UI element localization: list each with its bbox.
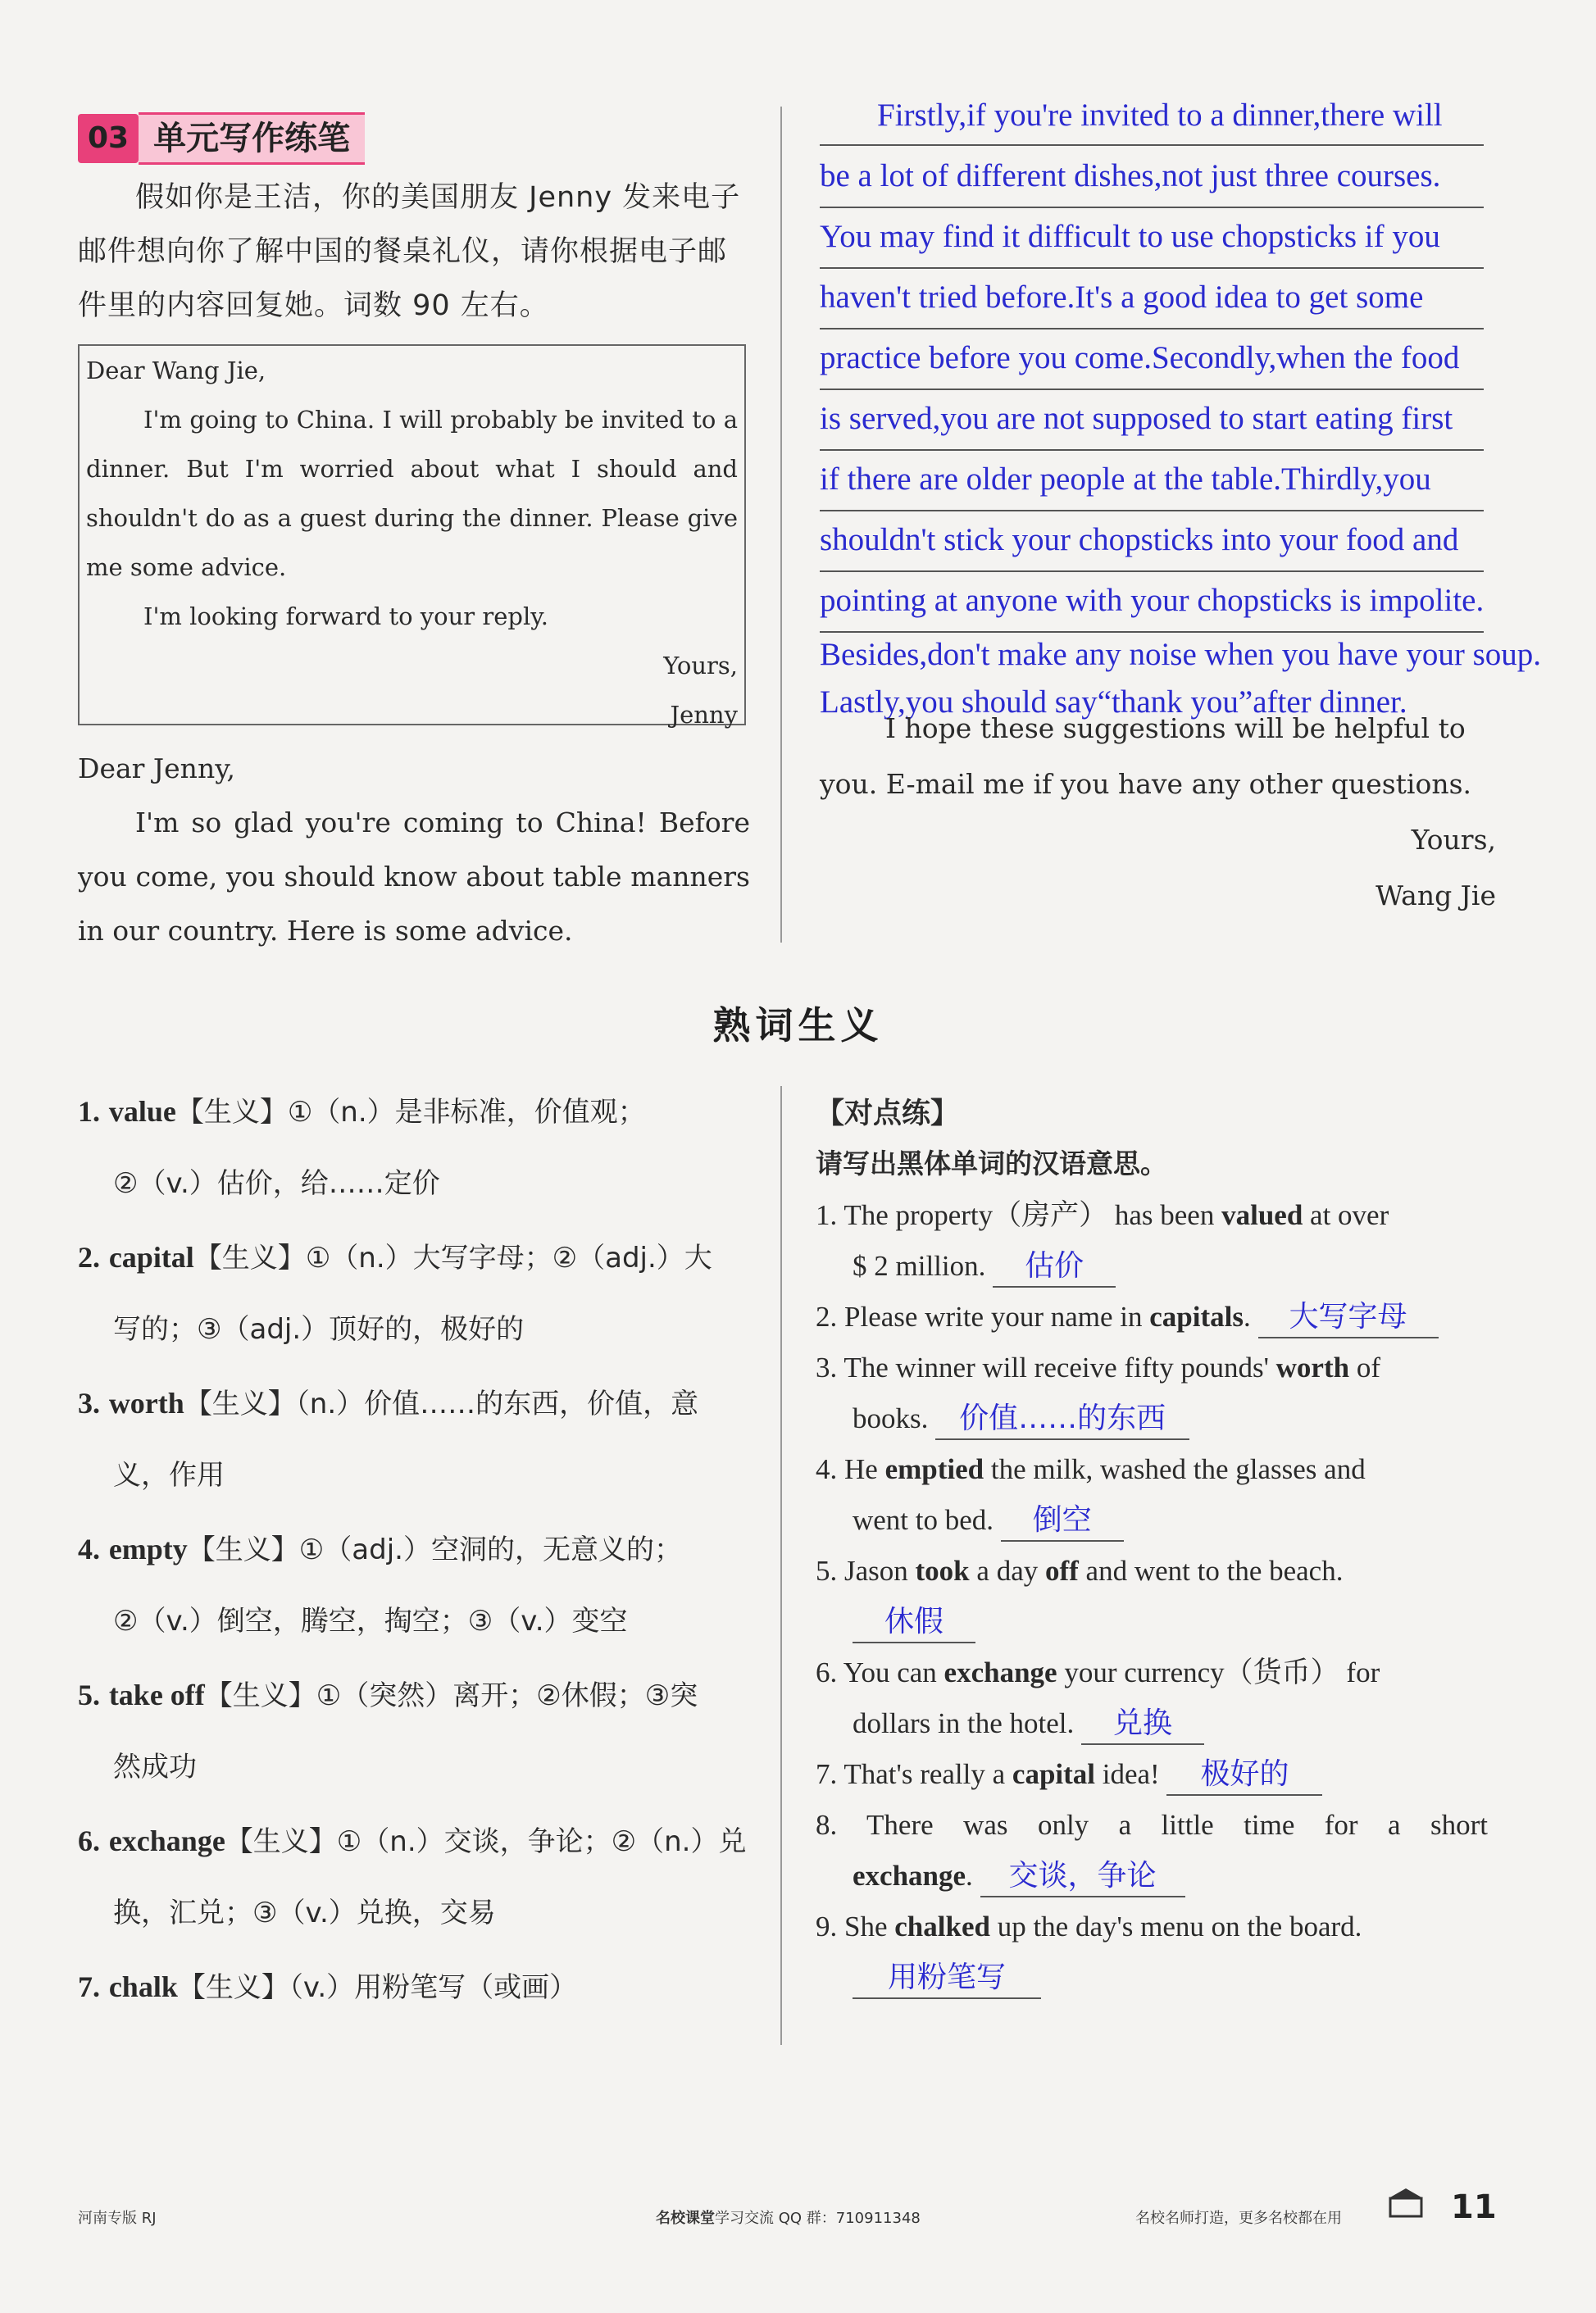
section-header	[78, 112, 365, 165]
essay-line: if there are older people at the table.Thirdly,you	[820, 449, 1484, 511]
section-title: 单元写作练笔	[139, 112, 365, 165]
practice-item: 8. There was only a little time for a short	[816, 1809, 1488, 1841]
practice-item: 2. Please write your name in capitals. 大写字母	[816, 1292, 1488, 1343]
reply-sign-off: Yours,	[1411, 824, 1496, 856]
practice-item-cont: went to bed. 倒空	[853, 1495, 1525, 1546]
column-divider	[780, 1086, 782, 2045]
reply-opening	[78, 742, 750, 958]
practice-item: 6. You can exchange your currency（货币） for	[816, 1656, 1380, 1688]
practice-item-cont: books. 价值……的东西	[853, 1393, 1525, 1444]
essay-line: is served,you are not supposed to start eating first	[820, 389, 1484, 451]
vocab-item-cont: 换，汇兑；③（v.）兑换，交易	[113, 1897, 496, 1929]
reply-closing-line: I hope these suggestions will be helpful to	[885, 712, 1466, 744]
essay-line: Firstly,if you're invited to a dinner,there will	[820, 85, 1484, 146]
practice-item-cont: exchange. 交谈，争论	[853, 1851, 1525, 1902]
vocab-item: 6. exchange【生义】①（n.）交谈，争论；②（n.）兑	[78, 1824, 747, 1858]
column-divider	[780, 107, 782, 943]
reply-opening-text: I'm so glad you're coming to China! Before you come, you should know about table manners in our country. Here is some advice.	[78, 807, 750, 947]
answer-blank[interactable]: 倒空	[1001, 1501, 1124, 1542]
vocab-item-cont: 义，作用	[113, 1459, 225, 1492]
vocab-item: 5. take off【生义】①（突然）离开；②休假；③突	[78, 1679, 698, 1712]
letter-greeting: Dear Wang Jie,	[86, 357, 266, 384]
essay-line: haven't tried before.It's a good idea to get some	[820, 267, 1484, 329]
reply-closing-line: you. E-mail me if you have any other questions.	[820, 768, 1472, 800]
section-number: 03	[78, 114, 139, 163]
answer-blank[interactable]: 估价	[993, 1247, 1116, 1288]
essay-line: You may find it difficult to use chopsticks if you	[820, 207, 1484, 269]
practice-item: 4. He emptied the milk, washed the glasses and	[816, 1453, 1366, 1485]
letter-body: I'm going to China. I will probably be invited to a dinner. But I'm worried about what I should and shouldn't do as a guest during the dinner. Please give me some advice.	[86, 406, 738, 581]
vocab-item: 7. chalk【生义】（v.）用粉笔写（或画）	[78, 1970, 578, 2004]
reply-greeting: Dear Jenny,	[78, 752, 235, 784]
footer-center: 名校课堂学习交流 QQ 群：710911348	[656, 2210, 921, 2227]
practice-item: 1. The property（房产） has been valued at over	[816, 1199, 1389, 1231]
practice-item-cont: $ 2 million. 估价	[853, 1241, 1525, 1292]
vocab-section-title: 熟词生义	[712, 1003, 884, 1047]
essay-line: practice before you come.Secondly,when the food	[820, 328, 1484, 390]
vocab-item: 2. capital【生义】①（n.）大写字母；②（adj.）大	[78, 1241, 712, 1275]
practice-item: 7. That's really a capital idea! 极好的	[816, 1749, 1488, 1800]
essay-line: be a lot of different dishes,not just three courses.	[820, 146, 1484, 208]
vocab-item-cont: ②（v.）估价，给……定价	[113, 1167, 440, 1200]
answer-blank[interactable]: 极好的	[1166, 1755, 1322, 1796]
letter-signature: Jenny	[670, 701, 738, 729]
essay-line: Besides,don't make any noise when you have your soup.	[820, 637, 1542, 672]
essay-line: Lastly,you should say“thank you”after dinner.	[820, 684, 1407, 720]
vocab-item: 3. worth【生义】（n.）价值……的东西，价值，意	[78, 1387, 699, 1420]
practice-item-cont	[853, 1597, 1525, 1647]
brand-icon	[1385, 2187, 1426, 2223]
letter-closing: Yours,	[663, 652, 738, 679]
vocab-item: 1. value【生义】①（n.）是非标准，价值观；	[78, 1095, 646, 1129]
vocab-item-cont: 写的；③（adj.）顶好的，极好的	[113, 1313, 525, 1346]
page-number: 11	[1451, 2188, 1497, 2226]
practice-item: 9. She chalked up the day's menu on the board.	[816, 1911, 1362, 1943]
practice-item: 3. The winner will receive fifty pounds' worth of	[816, 1352, 1380, 1384]
vocab-item-cont: 然成功	[113, 1751, 197, 1784]
practice-header: 【对点练】	[816, 1097, 960, 1129]
essay-line: pointing at anyone with your chopsticks is impolite.	[820, 570, 1484, 633]
writing-task: 假如你是王洁，你的美国朋友 Jenny 发来电子邮件想向你了解中国的餐桌礼仪，请你根据电子邮件里的内容回复她。词数 90 左右。	[78, 181, 741, 322]
answer-blank[interactable]: 大写字母	[1258, 1297, 1439, 1338]
answer-blank[interactable]: 休假	[853, 1602, 975, 1643]
practice-item-cont: dollars in the hotel. 兑换	[853, 1698, 1525, 1749]
answer-blank[interactable]: 用粉笔写	[853, 1958, 1041, 1999]
letter-body-2: I'm looking forward to your reply.	[143, 602, 549, 630]
practice-item: 5. Jason took a day off and went to the beach.	[816, 1555, 1344, 1587]
reply-signature: Wang Jie	[1375, 879, 1496, 911]
brand-logo: 名校课堂	[656, 2210, 715, 2227]
answer-blank[interactable]: 交谈，争论	[980, 1856, 1185, 1897]
practice-item-cont	[853, 1952, 1525, 2003]
answer-blank[interactable]: 兑换	[1081, 1704, 1204, 1745]
footer-slogan: 名校名师打造，更多名校都在用	[1135, 2210, 1342, 2227]
practice-instruction: 请写出黑体单词的汉语意思。	[816, 1150, 1167, 1179]
vocab-item: 4. empty【生义】①（adj.）空洞的，无意义的；	[78, 1533, 682, 1566]
answer-blank[interactable]: 价值……的东西	[935, 1399, 1189, 1440]
essay-line: shouldn't stick your chopsticks into your food and	[820, 510, 1484, 572]
vocab-item-cont: ②（v.）倒空，腾空，掏空；③（v.）变空	[113, 1605, 628, 1638]
jenny-letter	[78, 344, 746, 729]
footer-edition: 河南专版 RJ	[78, 2210, 157, 2227]
